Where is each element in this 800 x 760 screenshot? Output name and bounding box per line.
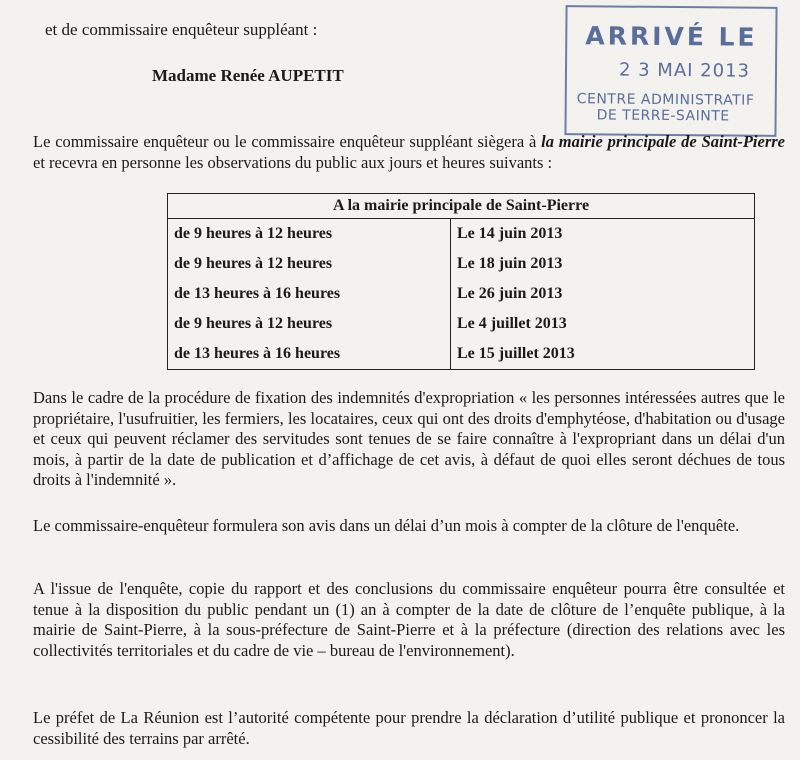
schedule-table	[167, 193, 755, 370]
hours-cell: de 9 heures à 12 heures	[168, 219, 451, 250]
indemnity-paragraph: Dans le cadre de la procédure de fixation des indemnités d'expropriation « les personnes intéressées autres que le propriétaire, l'usufruitier, les fermiers, les locataires, ceux qui ont des droits d'emphytéose, d'habitation ou d'usage et ceux qui peuvent réclamer des servitudes sont tenues de se faire connaître à l'expropriant dans un délai d'un mois, à partir de la date de publication et d’affichage de cet avis, à défaut de quoi elles seront déchues de tous droits à l'indemnité ».	[33, 388, 785, 489]
table-row	[168, 219, 755, 250]
stamp-title: ARRIVÉ LE	[585, 21, 758, 52]
table-row	[168, 249, 755, 279]
substitute-label: et de commissaire enquêteur suppléant :	[45, 20, 318, 39]
hours-cell: de 9 heures à 12 heures	[168, 249, 451, 279]
intro-paragraph	[33, 132, 785, 173]
hours-cell: de 13 heures à 16 heures	[168, 279, 451, 309]
stamp-date: 2 3 MAI 2013	[618, 59, 751, 82]
hours-cell: de 13 heures à 16 heures	[168, 339, 451, 370]
hours-cell: de 9 heures à 12 heures	[168, 309, 451, 339]
date-cell: Le 14 juin 2013	[451, 219, 755, 250]
opinion-paragraph: Le commissaire-enquêteur formulera son avis dans un délai d’un mois à compter de la clôture de l'enquête.	[33, 516, 740, 535]
intro-location: la mairie principale de Saint-Pierre	[541, 132, 785, 151]
date-cell: Le 15 juillet 2013	[451, 339, 755, 370]
table-row	[168, 309, 755, 339]
substitute-name: Madame Renée AUPETIT	[152, 66, 344, 85]
stamp-office-location: DE TERRE-SAINTE	[596, 107, 730, 125]
prefect-paragraph: Le préfet de La Réunion est l’autorité compétente pour prendre la déclaration d’utilité publique et prononcer la cessibilité des terrains par arrêté.	[33, 708, 785, 748]
table-row	[168, 279, 755, 309]
report-paragraph: A l'issue de l'enquête, copie du rapport et des conclusions du commissaire enquêteur pourra être consultée et tenue à la disposition du public pendant un (1) an à compter de la date de clôture de l’enquête publique, à la mairie de Saint-Pierre, à la sous-préfecture de Saint-Pierre et à la préfecture (direction des relations avec les collectivités territoriales et du cadre de vie – bureau de l'environnement).	[33, 579, 785, 660]
intro-text-after: et recevra en personne les observations du public aux jours et heures suivants :	[33, 152, 553, 172]
stamp-office: CENTRE ADMINISTRATIF	[576, 91, 755, 109]
date-cell: Le 18 juin 2013	[451, 249, 755, 279]
schedule-title: A la mairie principale de Saint-Pierre	[168, 194, 755, 219]
intro-text-before: Le commissaire enquêteur ou le commissaire enquêteur suppléant siègera à	[33, 132, 542, 151]
received-stamp	[564, 5, 777, 137]
date-cell: Le 26 juin 2013	[451, 279, 755, 309]
date-cell: Le 4 juillet 2013	[451, 309, 755, 339]
table-row	[168, 339, 755, 370]
